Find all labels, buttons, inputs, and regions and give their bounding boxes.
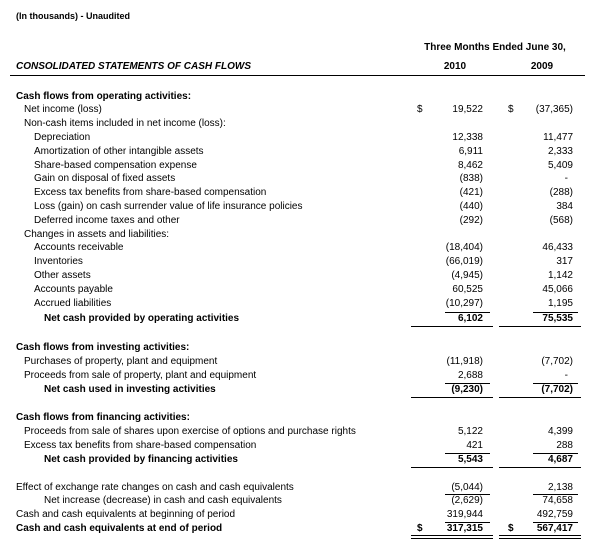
value-2009: (7,702) bbox=[541, 356, 573, 367]
row-label: Cash flows from financing activities: bbox=[16, 412, 190, 423]
header-rule-col2 bbox=[499, 75, 581, 76]
row-label: Accounts receivable bbox=[34, 242, 124, 253]
dollar-sign-2010: $ bbox=[417, 104, 423, 115]
value-2009: 1,142 bbox=[547, 270, 573, 281]
row-label: Share-based compensation expense bbox=[34, 160, 197, 171]
value-2009: 74,658 bbox=[542, 495, 573, 506]
row-label: Cash and cash equivalents at beginning of period bbox=[16, 509, 236, 520]
value-2009: (288) bbox=[549, 187, 573, 198]
row-label: Gain on disposal of fixed assets bbox=[34, 173, 176, 184]
subtotal-rule bbox=[445, 383, 490, 384]
period-header: Three Months Ended June 30, bbox=[424, 42, 566, 53]
subtotal-rule bbox=[445, 522, 490, 523]
value-2010: (292) bbox=[459, 215, 483, 226]
dollar-sign-2009: $ bbox=[508, 523, 514, 534]
row-label: Accounts payable bbox=[34, 284, 113, 295]
row-label: Depreciation bbox=[34, 132, 91, 143]
row-label: Net cash provided by operating activities bbox=[44, 313, 240, 324]
value-2009: 567,417 bbox=[536, 523, 573, 534]
value-2009: 4,399 bbox=[547, 426, 573, 437]
row-label: Net cash provided by financing activities bbox=[44, 454, 238, 465]
value-2010: (11,918) bbox=[446, 356, 483, 367]
value-2010: 2,688 bbox=[457, 370, 483, 381]
value-2010: (5,044) bbox=[451, 482, 483, 493]
value-2009: 288 bbox=[556, 440, 573, 451]
value-2009: 2,333 bbox=[547, 146, 573, 157]
value-2010: 5,122 bbox=[457, 426, 483, 437]
value-2010: 421 bbox=[466, 440, 483, 451]
row-label: Proceeds from sale of shares upon exercise of options and purchase rights bbox=[24, 426, 356, 437]
row-label: Accrued liabilities bbox=[34, 298, 112, 309]
value-2010: 8,462 bbox=[457, 160, 483, 171]
row-label: Amortization of other intangible assets bbox=[34, 146, 204, 157]
value-2010: 6,911 bbox=[458, 146, 483, 157]
value-2010: 60,525 bbox=[452, 284, 483, 295]
row-label: Cash flows from operating activities: bbox=[16, 91, 192, 102]
double-rule bbox=[499, 535, 581, 539]
value-2009: (568) bbox=[549, 215, 573, 226]
value-2009: 45,066 bbox=[542, 284, 573, 295]
dollar-sign-2010: $ bbox=[417, 523, 423, 534]
value-2010: (4,945) bbox=[451, 270, 483, 281]
row-label: Changes in assets and liabilities: bbox=[24, 229, 170, 240]
column-header-2010: 2010 bbox=[443, 61, 467, 72]
value-2010: (9,230) bbox=[451, 384, 483, 395]
value-2010: (66,019) bbox=[445, 256, 483, 267]
value-2010: (838) bbox=[459, 173, 483, 184]
value-2009: 11,477 bbox=[543, 132, 573, 143]
subtotal-rule bbox=[533, 383, 578, 384]
total-rule bbox=[411, 326, 493, 327]
value-2009: 1,195 bbox=[547, 298, 573, 309]
value-2010: 319,944 bbox=[446, 509, 483, 520]
double-rule bbox=[411, 535, 493, 539]
row-label: Excess tax benefits from share-based compensation bbox=[24, 440, 257, 451]
statement-title: CONSOLIDATED STATEMENTS OF CASH FLOWS bbox=[16, 61, 251, 72]
value-2009: - bbox=[564, 173, 568, 184]
value-2010: 317,315 bbox=[446, 523, 483, 534]
total-rule bbox=[411, 467, 493, 468]
value-2009: 75,535 bbox=[542, 313, 573, 324]
row-label: Effect of exchange rate changes on cash and cash equivalents bbox=[16, 482, 294, 493]
row-label: Loss (gain) on cash surrender value of life insurance policies bbox=[34, 201, 303, 212]
value-2010: 12,338 bbox=[452, 132, 483, 143]
row-label: Purchases of property, plant and equipment bbox=[24, 356, 218, 367]
value-2010: 19,522 bbox=[452, 104, 483, 115]
value-2009: 317 bbox=[556, 256, 573, 267]
value-2009: 492,759 bbox=[536, 509, 573, 520]
row-label: Other assets bbox=[34, 270, 91, 281]
value-2009: (37,365) bbox=[535, 104, 573, 115]
value-2010: (440) bbox=[459, 201, 483, 212]
row-label: Proceeds from sale of property, plant and equipment bbox=[24, 370, 257, 381]
header-rule-col1 bbox=[411, 75, 493, 76]
subtotal-rule bbox=[533, 522, 578, 523]
subtotal-rule bbox=[533, 453, 578, 454]
value-2009: - bbox=[564, 370, 568, 381]
dollar-sign-2009: $ bbox=[508, 104, 514, 115]
value-2009: 384 bbox=[556, 201, 573, 212]
total-rule bbox=[499, 397, 581, 398]
row-label: Cash flows from investing activities: bbox=[16, 342, 190, 353]
row-label: Non-cash items included in net income (loss): bbox=[24, 118, 226, 129]
value-2010: (2,629) bbox=[451, 495, 483, 506]
row-label: Net cash used in investing activities bbox=[44, 384, 216, 395]
row-label: Cash and cash equivalents at end of period bbox=[16, 523, 223, 534]
column-header-2009: 2009 bbox=[530, 61, 554, 72]
value-2010: (421) bbox=[459, 187, 483, 198]
subtotal-rule bbox=[445, 312, 490, 313]
total-rule bbox=[499, 326, 581, 327]
row-label: Excess tax benefits from share-based compensation bbox=[34, 187, 267, 198]
value-2010: (10,297) bbox=[445, 298, 483, 309]
row-label: Deferred income taxes and other bbox=[34, 215, 180, 226]
value-2009: (7,702) bbox=[541, 384, 573, 395]
value-2010: (18,404) bbox=[445, 242, 483, 253]
value-2009: 46,433 bbox=[542, 242, 573, 253]
subtotal-rule bbox=[445, 453, 490, 454]
units-note: (In thousands) - Unaudited bbox=[16, 11, 130, 21]
value-2009: 2,138 bbox=[547, 482, 573, 493]
value-2009: 4,687 bbox=[547, 454, 573, 465]
row-label: Net increase (decrease) in cash and cash equivalents bbox=[44, 495, 282, 506]
row-label: Net income (loss) bbox=[24, 104, 102, 115]
subtotal-rule bbox=[445, 494, 490, 495]
row-label: Inventories bbox=[34, 256, 83, 267]
value-2010: 5,543 bbox=[457, 454, 483, 465]
value-2010: 6,102 bbox=[457, 313, 483, 324]
subtotal-rule bbox=[533, 312, 578, 313]
value-2009: 5,409 bbox=[547, 160, 573, 171]
subtotal-rule bbox=[533, 494, 578, 495]
total-rule bbox=[499, 467, 581, 468]
total-rule bbox=[411, 397, 493, 398]
